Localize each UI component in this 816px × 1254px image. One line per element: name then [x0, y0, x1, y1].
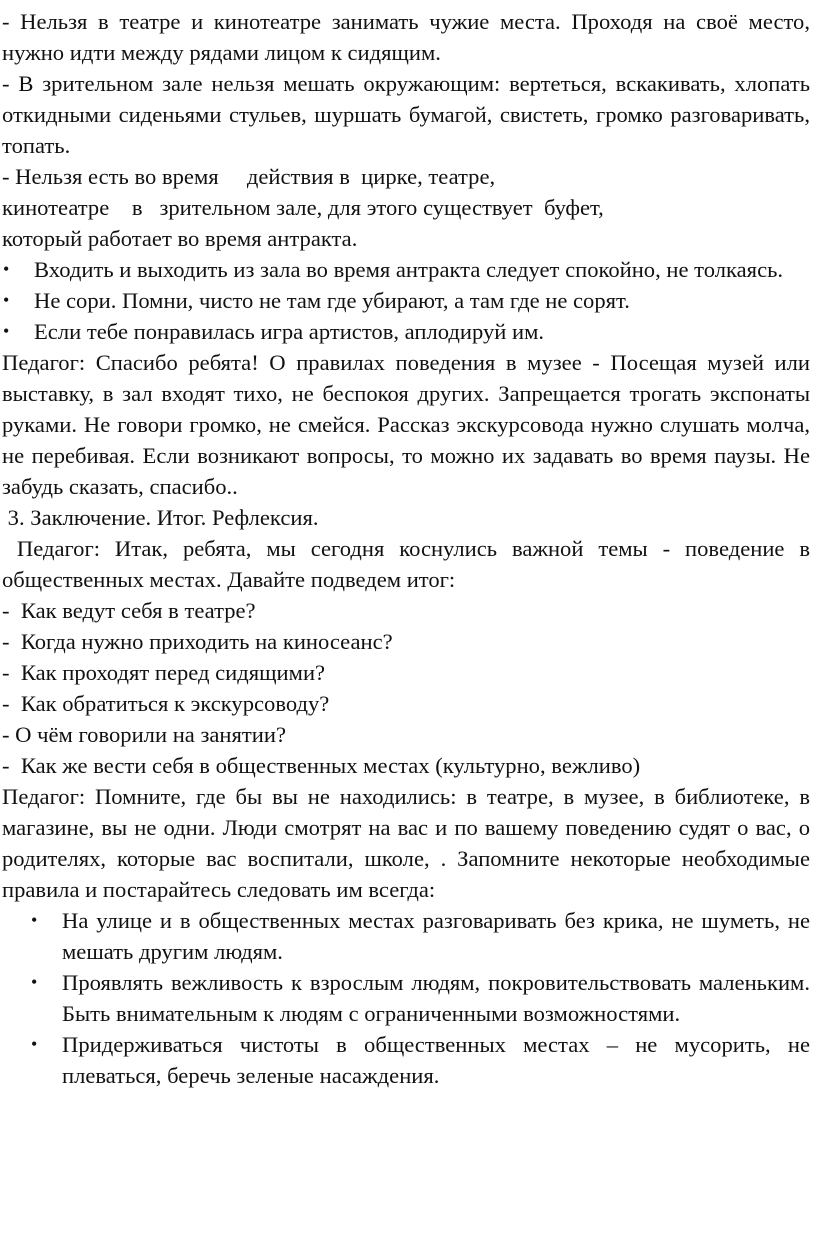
- list-item-text: Если тебе понравилась игра артистов, аплодируй им.: [34, 319, 545, 344]
- list-item: [0, 1029, 816, 1091]
- list-item: [0, 967, 816, 1029]
- bullet-icon: •: [3, 259, 10, 279]
- question-item: - Как обратиться к экскурсоводу?: [2, 691, 330, 716]
- bullet-icon: •: [3, 321, 10, 341]
- list-item: [0, 254, 816, 285]
- paragraph-theatre-seats: - Нельзя в театре и кинотеатре занимать чужие места. Проходя на своё место, нужно идти между рядами лицом к сидящим.: [2, 9, 810, 65]
- paragraph-summary-intro: Педагог: Итак, ребята, мы сегодня коснулись важной темы - поведение в общественных местах. Давайте подведем итог:: [2, 536, 816, 592]
- question-item: - Как проходят перед сидящими?: [2, 660, 326, 685]
- list-item-text: На улице и в общественных местах разговаривать без крика, не шуметь, не мешать другим людям.: [62, 908, 810, 964]
- list-item: [0, 285, 816, 316]
- paragraph-closing: Педагог: Помните, где бы вы не находились: в театре, в музее, в библиотеке, в магазине, вы не одни. Люди смотрят на вас и по вашему поведению судят о вас, о родителях, которые вас воспитали, школе, . Запомните некоторые необходимые правила и постарайтесь следовать им всегда:: [2, 784, 810, 902]
- section-heading: 3. Заключение. Итог. Рефлексия.: [2, 505, 319, 530]
- paragraph-auditorium-rules: - В зрительном зале нельзя мешать окружающим: вертеться, вскакивать, хлопать откидными сиденьями стульев, шуршать бумагой, свистеть, громко разговаривать, топать.: [2, 71, 810, 158]
- bullet-icon: •: [3, 290, 10, 310]
- question-item: - Как ведут себя в театре?: [2, 598, 256, 623]
- paragraph-eating-line-1: - Нельзя есть во время действия в цирке, театре,: [2, 164, 496, 189]
- list-item-text: Не сори. Помни, чисто не там где убирают, а там где не сорят.: [34, 288, 630, 313]
- list-item-text: Проявлять вежливость к взрослым людям, покровительствовать маленьким. Быть внимательным к людям с ограниченными возможностями.: [62, 970, 810, 1026]
- paragraph-eating-line-3: который работает во время антракта.: [2, 226, 358, 251]
- list-item-text: Придерживаться чистоты в общественных местах – не мусорить, не плеваться, беречь зеленые насаждения.: [62, 1032, 810, 1088]
- list-item-text: Входить и выходить из зала во время антракта следует спокойно, не толкаясь.: [34, 257, 784, 282]
- list-item: [0, 905, 816, 967]
- question-item: - Когда нужно приходить на киносеанс?: [2, 629, 393, 654]
- bullet-icon: •: [31, 972, 38, 992]
- question-item: - Как же вести себя в общественных местах (культурно, вежливо): [2, 753, 641, 778]
- list-item: [0, 316, 816, 347]
- question-item: - О чём говорили на занятии?: [2, 722, 286, 747]
- bullet-icon: •: [31, 910, 38, 930]
- paragraph-eating-line-2: кинотеатре в зрительном зале, для этого существует буфет,: [2, 195, 604, 220]
- bullet-icon: •: [31, 1034, 38, 1054]
- paragraph-museum-rules: Педагог: Спасибо ребята! О правилах поведения в музее - Посещая музей или выставку, в зал входят тихо, не беспокоя других. Запрещается трогать экспонаты руками. Не говори громко, не смейся. Рассказ экскурсовода нужно слушать молча, не перебивая. Если возникают вопросы, то можно их задавать во время паузы. Не забудь сказать, спасибо..: [2, 350, 810, 499]
